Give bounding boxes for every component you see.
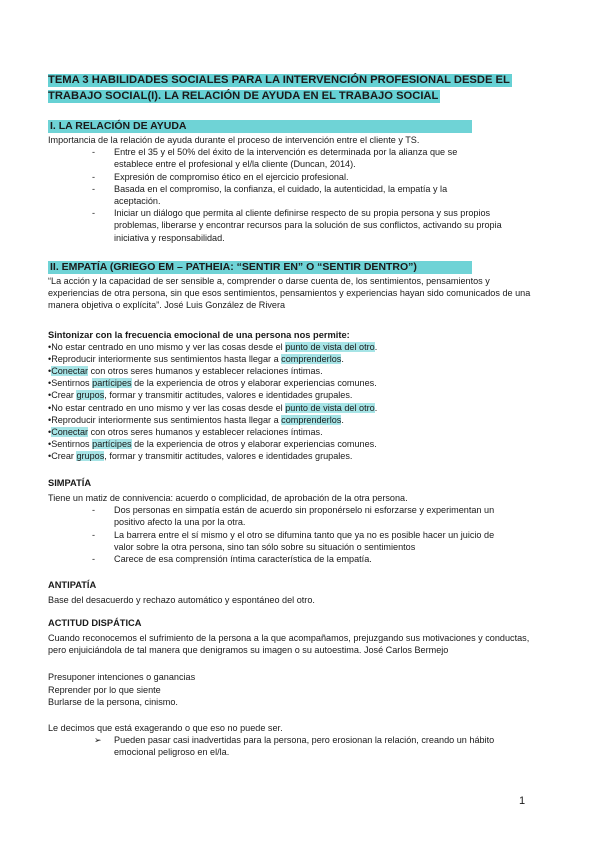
list-item: - Iniciar un diálogo que permita al cliente definirse respecto de su propia persona y sus propios problemas, liberarse y encontrar recursos para la solución de sus conflictos, activando su propia iniciativa y responsabilidad. xyxy=(48,207,504,244)
bullet-text: , formar y transmitir actitudes, valores e identidades grupales. xyxy=(104,390,353,401)
highlighted-term: grupos xyxy=(76,390,105,401)
list-item xyxy=(48,365,552,377)
title-line-2: TRABAJO SOCIAL(I). LA RELACIÓN DE AYUDA EN EL TRABAJO SOCIAL xyxy=(48,90,439,102)
highlighted-term: comprenderlos xyxy=(281,353,342,364)
highlighted-term: grupos xyxy=(76,451,105,462)
document-title xyxy=(48,72,534,104)
list-item xyxy=(48,438,552,450)
bullet-text: . xyxy=(341,353,344,364)
list-item xyxy=(48,414,552,426)
bullet-text: de la experiencia de otros y elaborar experiencias comunes. xyxy=(131,378,377,389)
list-item: - La barrera entre el sí mismo y el otro se difumina tanto que ya no es posible hacer un juicio de valor sobre la otra persona, sino tan sólo sobre su situación o sentimientos xyxy=(48,529,514,553)
list-item: - Basada en el compromiso, la confianza, el cuidado, la autenticidad, la empatía y la aceptación. xyxy=(48,183,494,207)
list-item: - Carece de esa comprensión íntima característica de la empatía. xyxy=(48,553,552,565)
list-item xyxy=(48,353,552,365)
section-antipatia xyxy=(48,579,552,606)
page-number: 1 xyxy=(519,795,526,807)
list-item xyxy=(48,450,552,462)
list-item: - Entre el 35 y el 50% del éxito de la intervención es determinada por la alianza que se establece entre el profesional y el/la cliente (Duncan, 2014). xyxy=(48,146,494,170)
empatia-quote: “La acción y la capacidad de ser sensible a, comprender o darse cuenta de, los sentimientos, pensamientos y experiencias de otra persona, sin que esos sentimientos, pensamientos y experiencias hayan sido comunicados de una manera objetiva o explícita”. José Luis González de Rivera xyxy=(48,276,531,311)
dispatica-text: Cuando reconocemos el sufrimiento de la persona a la que acompañamos, prejuzgando sus motivaciones y conductas, pero enjuiciándola de tal manera que denigramos su imagen o su autoestima. José Carlos Bermejo xyxy=(48,633,530,656)
antipatia-heading: ANTIPATÍA xyxy=(48,580,97,590)
section-simpatia xyxy=(48,477,552,565)
list-item xyxy=(48,389,552,401)
bullet-text: Sentirnos xyxy=(51,439,93,450)
dispatica-line: Burlarse de la persona, cinismo. xyxy=(48,696,178,707)
dispatica-note: Le decimos que está exagerando o que eso no puede ser. xyxy=(48,723,283,734)
list-item: ➢ Pueden pasar casi inadvertidas para la persona, pero erosionan la relación, creando un hábito emocional peligroso en el/la. xyxy=(48,734,514,758)
list-item xyxy=(48,377,552,389)
antipatia-text: Base del desacuerdo y rechazo automático y espontáneo del otro. xyxy=(48,595,315,605)
bullet-text: , formar y transmitir actitudes, valores e identidades grupales. xyxy=(104,451,353,462)
bullet-text: con otros seres humanos y establecer relaciones íntimas. xyxy=(88,427,323,438)
section-relacion-ayuda xyxy=(48,120,552,244)
highlighted-term: partícipes xyxy=(92,378,132,389)
dispatica-arrow-list xyxy=(48,734,552,758)
simpatia-intro: Tiene un matiz de connivencia: acuerdo o complicidad, de aprobación de la otra persona. xyxy=(48,493,408,503)
bullet-text: con otros seres humanos y establecer relaciones íntimas. xyxy=(88,366,323,377)
simpatia-list xyxy=(48,504,552,565)
highlighted-term: punto de vista del otro xyxy=(285,402,375,413)
bullet-text: Reproducir interiormente sus sentimientos hasta llegar a xyxy=(51,353,282,364)
bullet-text: No estar centrado en uno mismo y ver las cosas desde el xyxy=(51,402,286,413)
list-item: - Expresión de compromiso ético en el ejercicio profesional. xyxy=(48,171,552,183)
bullet-text: No estar centrado en uno mismo y ver las cosas desde el xyxy=(51,341,286,352)
bullet-text: Crear xyxy=(51,390,77,401)
section-1-intro: Importancia de la relación de ayuda durante el proceso de intervención entre el cliente y TS. xyxy=(48,135,420,145)
list-item xyxy=(48,341,552,353)
dispatica-heading: ACTITUD DISPÁTICA xyxy=(48,618,142,628)
highlighted-term: punto de vista del otro xyxy=(285,341,375,352)
section-dispatica xyxy=(48,617,552,759)
highlighted-term: comprenderlos xyxy=(281,414,342,425)
list-item: - Dos personas en simpatía están de acuerdo sin proponérselo ni esforzarse y experimentan un positivo afecto la una por la otra. xyxy=(48,504,514,528)
bullet-text: Sentirnos xyxy=(51,378,93,389)
dispatica-line: Reprender por lo que siente xyxy=(48,684,161,695)
sintonizar-heading: Sintonizar con la frecuencia emocional de una persona nos permite: xyxy=(48,329,350,340)
highlighted-term: partícipes xyxy=(92,439,132,450)
sintonizar-list xyxy=(48,341,552,463)
highlighted-term: Conectar xyxy=(51,366,89,377)
simpatia-heading: SIMPATÍA xyxy=(48,478,92,488)
bullet-text: de la experiencia de otros y elaborar experiencias comunes. xyxy=(131,439,377,450)
title-line-1: TEMA 3 HABILIDADES SOCIALES PARA LA INTERVENCIÓN PROFESIONAL DESDE EL xyxy=(48,74,510,86)
dispatica-line: Presuponer intenciones o ganancias xyxy=(48,672,196,683)
highlighted-term: Conectar xyxy=(51,427,89,438)
bullet-text: Crear xyxy=(51,451,77,462)
bullet-text: . xyxy=(374,341,378,352)
section-2-heading: II. EMPATÍA (GRIEGO EM – PATHEIA: “SENTIR EN” O “SENTIR DENTRO”) xyxy=(48,261,472,274)
list-item xyxy=(48,426,552,438)
bullet-text: . xyxy=(374,402,378,413)
section-1-heading: I. LA RELACIÓN DE AYUDA xyxy=(48,120,472,133)
bullet-text: Reproducir interiormente sus sentimientos hasta llegar a xyxy=(51,414,282,425)
list-item xyxy=(48,402,552,414)
section-empatia xyxy=(48,261,552,463)
section-1-list xyxy=(48,146,552,244)
bullet-text: . xyxy=(341,414,344,425)
